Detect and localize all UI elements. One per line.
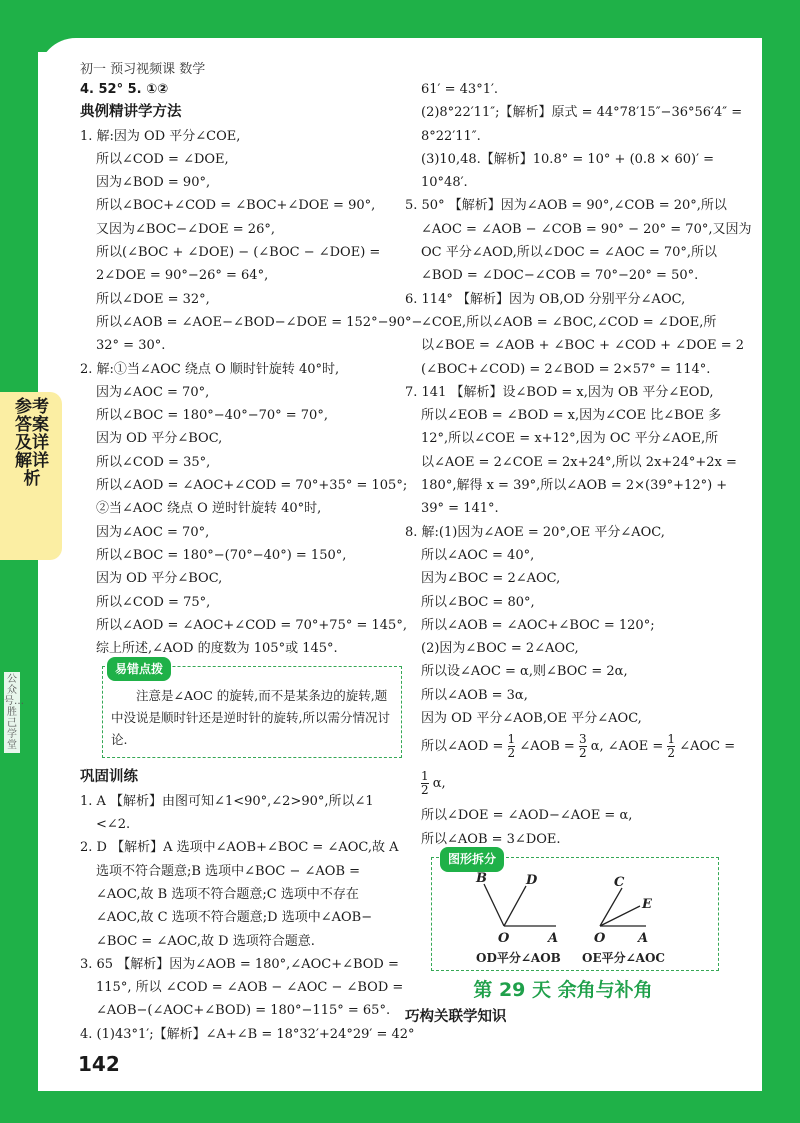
text-line: 所以∠AOD = ∠AOC+∠COD = 70°+75° = 145°, — [96, 617, 407, 633]
label-A-2: A — [638, 930, 649, 946]
text-line: 8. 解:(1)因为∠AOE = 20°,OE 平分∠AOC, — [405, 524, 665, 540]
label-O-1: O — [498, 930, 510, 946]
text-line: 所以∠AOC = 40°, — [421, 547, 535, 563]
text-line: 180°,解得 x = 39°,所以∠AOB = 2×(39°+12°) + — [421, 478, 728, 494]
text-line: 3. 65 【解析】因为∠AOB = 180°,∠AOC+∠BOD = — [80, 956, 399, 972]
label-E: E — [642, 896, 652, 912]
text-line: (2)因为∠BOC = 2∠AOC, — [421, 641, 579, 657]
text-line: 32° = 30°. — [96, 338, 166, 354]
text-line: 所以∠BOC = 180°−(70°−40°) = 150°, — [96, 547, 347, 563]
fraction: $\frac{1}{2}$ — [507, 732, 516, 761]
text-line: 8°22′11″. — [421, 128, 481, 144]
text-line: 所以∠AOD = ∠AOC+∠COD = 70°+35° = 105°; — [96, 478, 408, 494]
text-line: <∠2. — [96, 817, 131, 833]
angle-figures — [432, 858, 718, 970]
text-line: ∠AOC,故 C 选项不符合题意;D 选项中∠AOB− — [96, 910, 373, 926]
text-line: 所以设∠AOC = α,则∠BOC = 2α, — [421, 664, 628, 680]
fraction: $\frac{1}{2}$ — [667, 732, 676, 761]
text-line: 因为∠BOD = 90°, — [96, 175, 211, 191]
left-lines — [80, 78, 423, 660]
text-line: (2)8°22′11″;【解析】原式 = 44°78′15″−36°56′4″ = — [421, 105, 743, 121]
text-line: 所以∠COD = 75°, — [96, 594, 211, 610]
text-line: 因为 OD 平分∠AOB,OE 平分∠AOC, — [421, 711, 642, 727]
text-line: 所以∠AOB = 3α, — [421, 687, 528, 703]
day-title: 第 29 天 余角与补角 — [473, 978, 653, 1001]
fraction: $\frac{1}{2}$ — [421, 769, 429, 798]
text-line: OC 平分∠AOD,所以∠DOC = ∠AOC = 70°,所以 — [421, 245, 718, 261]
error-note-text: 注意是∠AOC 的旋转,而不是某条边的旋转,题中没说是顺时针还是逆时针的旋转,所以需分情况讨论. — [111, 688, 390, 748]
text-line: ∠BOD = ∠DOC−∠COB = 70°−20° = 50°. — [421, 268, 699, 284]
text-line: 39° = 141°. — [421, 501, 499, 517]
text-line: 所以∠DOE = 32°, — [96, 291, 210, 307]
left-border — [0, 0, 38, 1123]
fraction: $\frac{3}{2}$ — [578, 732, 587, 761]
right-lines-2 — [405, 804, 721, 851]
text-line: 10°48′. — [421, 175, 468, 191]
text-line: ∠COE,所以∠AOB = ∠BOC,∠COD = ∠DOE,所 — [421, 314, 717, 330]
text-line: 因为∠AOC = 70°, — [96, 384, 210, 400]
text-line: 所以∠DOE = ∠AOD−∠AOE = α, — [421, 808, 633, 824]
figure-box — [431, 851, 719, 971]
page-header: 初一 预习视频课 数学 — [80, 62, 206, 77]
label-O-2: O — [594, 930, 606, 946]
text-line: 所以∠COD = 35°, — [96, 454, 211, 470]
text-line: 5. 50° 【解析】因为∠AOB = 90°,∠COB = 20°,所以 — [405, 198, 727, 214]
text-line: 所以∠AOB = 3∠DOE. — [421, 831, 561, 847]
label-B: B — [476, 870, 487, 886]
text-line: 所以∠AOB = ∠AOE−∠BOD−∠DOE = 152°−90°− — [96, 314, 423, 330]
ray-OD — [504, 886, 526, 926]
text-line: 所以∠BOC = 80°, — [421, 594, 535, 610]
text-line: (3)10,48.【解析】10.8° = 10° + (0.8 × 60)′ = — [421, 151, 715, 167]
error-note-box — [102, 662, 402, 758]
page-number: 142 — [78, 1052, 120, 1076]
text-line: 以∠AOE = 2∠COE = 2x+24°,所以 2x+24°+2x = — [421, 454, 737, 470]
text-line: 因为 OD 平分∠BOC, — [96, 431, 223, 447]
side-tab-label: 参考答案及详解详析 — [15, 397, 49, 489]
text-line: 2. 解:①当∠AOC 绕点 O 顺时针旋转 40°时, — [80, 361, 340, 377]
text-line: 7. 141 【解析】设∠BOD = x,因为 OB 平分∠EOD, — [405, 384, 714, 400]
caption-2: OE平分∠AOC — [582, 950, 665, 965]
text-line: 所以∠COD = ∠DOE, — [96, 151, 229, 167]
fraction-line: 所以∠AOD = $\frac{1}{2}$ ∠AOB = $\frac{3}{2}$ α, ∠AOE = $\frac{1}{2}$ ∠AOC = — [421, 732, 736, 761]
label-A-1: A — [548, 930, 559, 946]
text-line: 所以∠BOC = 180°−40°−70° = 70°, — [96, 408, 328, 424]
caption-1: OD平分∠AOB — [476, 950, 561, 965]
label-C: C — [614, 874, 625, 890]
right-border — [762, 0, 800, 1123]
text-line: 2∠DOE = 90°−26° = 64°, — [96, 268, 269, 284]
text-line: 4. 52° 5. ①② — [80, 82, 169, 97]
text-line: 典例精讲学方法 — [80, 104, 182, 121]
text-line: 6. 114° 【解析】因为 OB,OD 分别平分∠AOC, — [405, 291, 686, 307]
label-D: D — [526, 872, 538, 888]
text-line: 选项不符合题意;B 选项中∠BOC − ∠AOB = — [96, 863, 361, 879]
text-line: 巩固训练 — [80, 769, 138, 786]
subsection-title: 巧构关联学知识 — [405, 1009, 507, 1026]
text-line: 所以(∠BOC + ∠DOE) − (∠BOC − ∠DOE) = — [96, 245, 381, 261]
text-line: 所以∠AOB = ∠AOC+∠BOC = 120°; — [421, 617, 655, 633]
text-line: ②当∠AOC 绕点 O 逆时针旋转 40°时, — [96, 501, 322, 517]
text-line: 因为∠BOC = 2∠AOC, — [421, 571, 561, 587]
text-line: 所以∠BOC+∠COD = ∠BOC+∠DOE = 90°, — [96, 198, 376, 214]
right-column — [405, 78, 752, 1030]
text-line: 又因为∠BOC−∠DOE = 26°, — [96, 221, 275, 237]
text-line: 4. (1)43°1′;【解析】∠A+∠B = 18°32′+24°29′ = 42° — [80, 1026, 415, 1042]
text-line: ∠AOC,故 B 选项不符合题意;C 选项中不存在 — [96, 886, 359, 902]
ray-OB — [484, 884, 504, 926]
text-line: 61′ = 43°1′. — [421, 82, 499, 97]
text-line: 以∠BOE = ∠AOB + ∠BOC + ∠COD + ∠DOE = 2 — [421, 338, 745, 354]
fraction-line-2: $\frac{1}{2}$ α, — [421, 769, 446, 798]
text-line: 12°,所以∠COE = x+12°,因为 OC 平分∠AOE,所 — [421, 431, 719, 447]
text-line: 因为 OD 平分∠BOC, — [96, 571, 223, 587]
text-line: 1. 解:因为 OD 平分∠COE, — [80, 128, 241, 144]
bottom-border — [0, 1091, 800, 1123]
left-lines-2 — [80, 766, 415, 1046]
right-lines — [405, 78, 752, 730]
text-line: ∠AOB−(∠AOC+∠BOD) = 180°−115° = 65°. — [96, 1003, 391, 1019]
text-line: 1. A 【解析】由图可知∠1<90°,∠2>90°,所以∠1 — [80, 793, 374, 809]
text-line: 115°, 所以 ∠COD = ∠AOB − ∠AOC − ∠BOD = — [96, 980, 404, 996]
error-note-tag: 易错点拨 — [107, 657, 171, 681]
text-line: 因为∠AOC = 70°, — [96, 524, 210, 540]
text-line: ∠BOC = ∠AOC,故 D 选项符合题意. — [96, 933, 315, 949]
side-watermark: 公众号…胜己学堂 — [4, 674, 24, 751]
figure-tag: 图形拆分 — [440, 847, 504, 872]
text-line: 综上所述,∠AOD 的度数为 105°或 145°. — [96, 641, 338, 657]
text-line: (∠BOC+∠COD) = 2∠BOD = 2×57° = 114°. — [421, 361, 711, 377]
text-line: 2. D 【解析】A 选项中∠AOB+∠BOC = ∠AOC,故 A — [80, 840, 399, 856]
left-column — [80, 78, 423, 1046]
text-line: 所以∠EOB = ∠BOD = x,因为∠COE 比∠BOE 多 — [421, 408, 722, 424]
text-line: ∠AOC = ∠AOB − ∠COB = 90° − 20° = 70°,又因为 — [421, 221, 752, 237]
